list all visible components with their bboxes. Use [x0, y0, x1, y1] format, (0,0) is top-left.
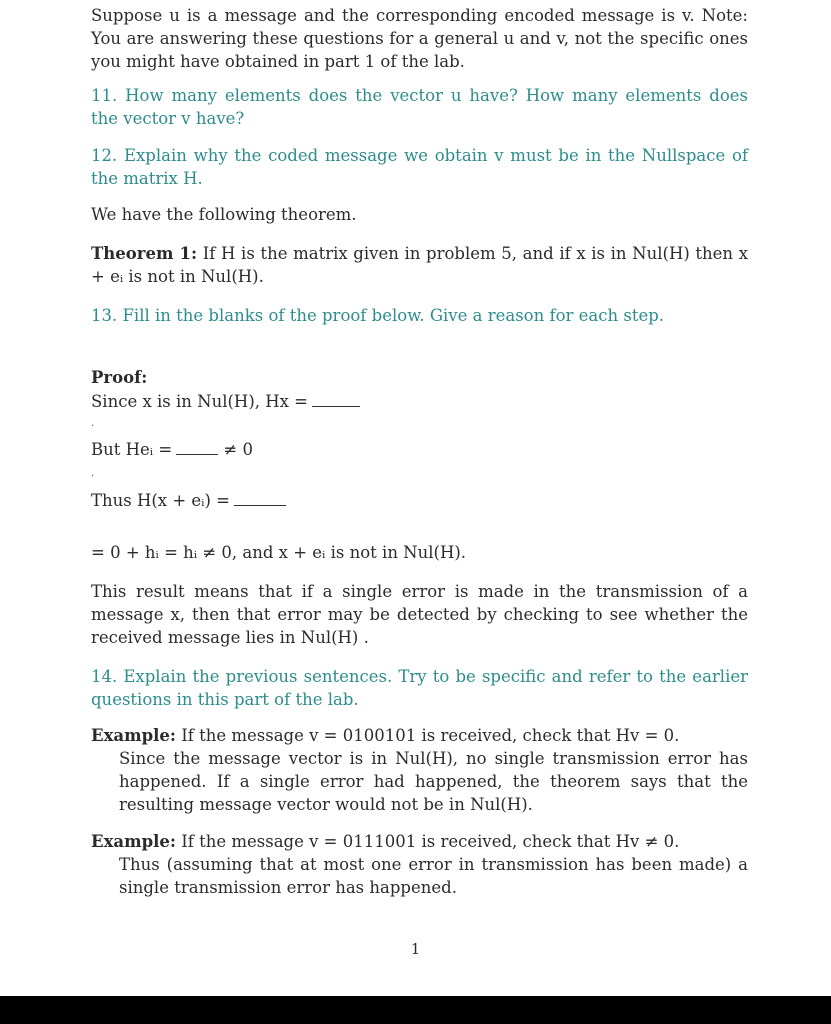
proof-line-1-text: Since x is in Nul(H), Hx =: [91, 392, 309, 411]
question-14: 14. Explain the previous sentences. Try to be specific and refer to the earlier questions in this part of the lab.: [91, 667, 748, 709]
bottom-bar: [0, 996, 831, 1024]
example-2: [91, 830, 748, 899]
example-2-body: Thus (assuming that at most one error in transmission has been made) a single transmission error has happened.: [119, 855, 748, 897]
theorem-lead: We have the following theorem.: [91, 205, 357, 224]
theorem-text: If H is the matrix given in problem 5, and if x is in Nul(H) then x + eᵢ is not in Nul(H).: [91, 244, 748, 286]
proof-dot-1: .: [91, 418, 95, 429]
intro-paragraph: Suppose u is a message and the corresponding encoded message is v. Note: You are answering these questions for a general u and v, not the specific ones you might have obtained in part 1 of the lab.: [91, 6, 748, 71]
theorem-1: [91, 242, 748, 288]
example-1: [91, 724, 748, 816]
example-1-head: [91, 724, 748, 747]
proof-dot-2: .: [91, 468, 95, 479]
proof-line-2-suffix: ≠ 0: [223, 440, 253, 459]
proof-line-3: [91, 489, 748, 512]
question-11: 11. How many elements does the vector u have? How many elements does the vector v have?: [91, 86, 748, 128]
page-number: 1: [410, 940, 421, 958]
example-1-label: Example:: [91, 726, 176, 745]
proof-line-1: [91, 390, 748, 413]
proof-line-2: [91, 438, 748, 461]
blank-1[interactable]: [312, 405, 360, 407]
example-1-body: Since the message vector is in Nul(H), no single transmission error has happened. If a single error had happened, the theorem says that the resulting message vector would not be in Nul(H).: [119, 749, 748, 814]
question-12: 12. Explain why the coded message we obtain v must be in the Nullspace of the matrix H.: [91, 146, 748, 188]
example-2-head-text: If the message v = 0111001 is received, check that Hv ≠ 0.: [181, 832, 680, 851]
result-paragraph: This result means that if a single error is made in the transmission of a message x, then that error may be detected by checking to see whether the received message lies in Nul(H) .: [91, 582, 748, 647]
blank-3[interactable]: [234, 504, 286, 506]
example-1-head-text: If the message v = 0100101 is received, check that Hv = 0.: [181, 726, 680, 745]
blank-2[interactable]: [176, 453, 218, 455]
proof-line-2-text: But Heᵢ =: [91, 440, 173, 459]
proof-line-3-text: Thus H(x + eᵢ) =: [91, 491, 231, 510]
theorem-label: Theorem 1:: [91, 244, 198, 263]
proof-line-4: = 0 + hᵢ = hᵢ ≠ 0, and x + eᵢ is not in Nul(H).: [91, 543, 467, 562]
proof-label-text: Proof:: [91, 368, 148, 387]
proof-label: [91, 366, 748, 389]
example-2-head: [91, 830, 748, 853]
example-2-label: Example:: [91, 832, 176, 851]
question-13: 13. Fill in the blanks of the proof below. Give a reason for each step.: [91, 306, 665, 325]
